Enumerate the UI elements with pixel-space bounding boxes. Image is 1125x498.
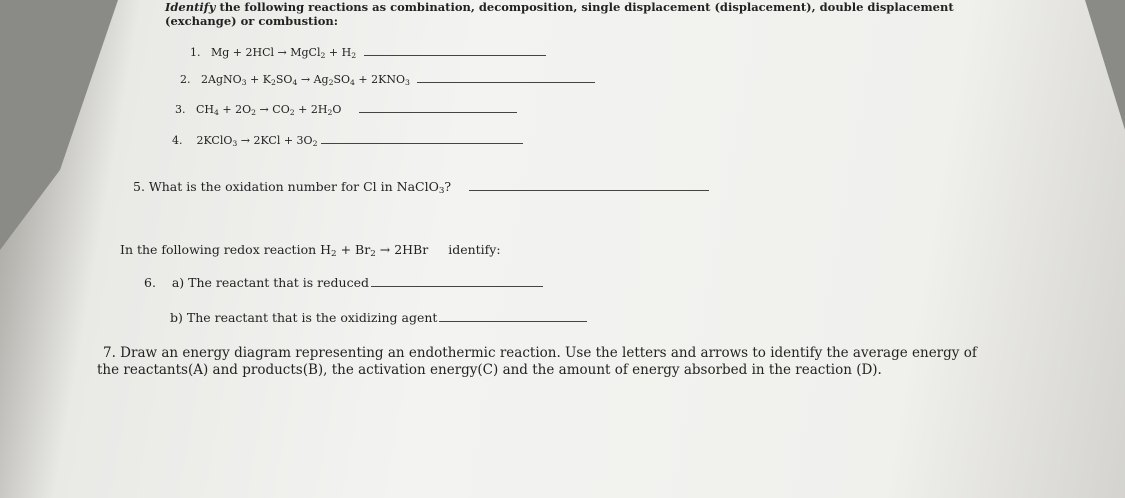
answer-blank-3[interactable]	[359, 111, 517, 113]
eq-sub: 2	[312, 138, 318, 148]
eq-text: 2AgNO	[201, 73, 242, 86]
eq-sub: 3	[405, 77, 410, 87]
eq-text: O	[332, 103, 342, 116]
answer-blank-1[interactable]	[364, 54, 546, 56]
reaction-3	[175, 103, 517, 116]
eq-sub: 2	[328, 77, 334, 87]
eq-text: → CO	[256, 103, 290, 116]
eq-sub: 2	[351, 50, 357, 60]
eq-text: + H	[325, 46, 352, 59]
question-6b	[170, 310, 587, 325]
reaction-number: 2.	[180, 73, 191, 86]
question-6a	[144, 275, 543, 290]
eq-text: SO	[333, 73, 351, 86]
reaction-number: 4.	[172, 134, 183, 147]
eq-sub: 2	[320, 50, 326, 60]
redox-prompt	[120, 242, 501, 260]
eq-sub: 2	[270, 77, 276, 87]
eq-text: 2KClO	[196, 134, 233, 147]
eq-text: → Ag	[297, 73, 329, 86]
redox-text: → 2HBr	[375, 242, 429, 257]
q5-sub: 3	[438, 186, 445, 197]
answer-blank-5[interactable]	[469, 189, 709, 191]
question-5	[133, 179, 709, 197]
eq-text: CH	[196, 103, 215, 116]
redox-sub: 2	[370, 249, 376, 260]
answer-blank-6a[interactable]	[371, 285, 543, 287]
instructions-text: the following reactions as combination, decomposition, single displacement (displacement), double displacement	[219, 0, 954, 14]
redox-identify: identify:	[448, 242, 501, 257]
instructions-line-1	[165, 0, 954, 14]
eq-text: → 2KCl + 3O	[237, 134, 313, 147]
q5-text: 5. What is the oxidation number for Cl in NaClO	[133, 179, 439, 194]
q6a-text: a) The reactant that is reduced	[171, 275, 369, 290]
question-7-line-2: the reactants(A) and products(B), the activation energy(C) and the amount of energy absorbed in the reaction (D).	[97, 362, 882, 378]
redox-text: + Br	[336, 242, 371, 257]
eq-sub: 2	[251, 107, 257, 117]
reaction-4	[172, 134, 523, 147]
eq-text: SO	[275, 73, 293, 86]
q5-text: ?	[444, 179, 452, 194]
reaction-number: 3.	[175, 103, 186, 116]
reaction-2	[180, 73, 595, 86]
eq-sub: 2	[289, 107, 295, 117]
q6b-text: b) The reactant that is the oxidizing agent	[170, 310, 438, 325]
q6-number: 6.	[144, 275, 156, 290]
eq-text: + 2O	[218, 103, 252, 116]
eq-text: + 2KNO	[354, 73, 406, 86]
redox-sub: 2	[331, 249, 337, 260]
reaction-number: 1.	[190, 46, 201, 59]
answer-blank-6b[interactable]	[439, 320, 587, 322]
eq-sub: 3	[241, 77, 247, 87]
question-7-line-1: 7. Draw an energy diagram representing an endothermic reaction. Use the letters and arrows to identify the average energy of	[103, 345, 977, 361]
eq-text: Mg + 2HCl → MgCl	[211, 46, 321, 59]
redox-text: In the following redox reaction H	[120, 242, 332, 257]
instructions-lead-word: Identify	[165, 0, 216, 14]
instructions-line-2: (exchange) or combustion:	[165, 14, 338, 28]
eq-sub: 4	[350, 77, 355, 87]
eq-text: + K	[246, 73, 271, 86]
eq-sub: 4	[214, 107, 219, 117]
eq-sub: 2	[327, 107, 333, 117]
answer-blank-2[interactable]	[417, 81, 595, 83]
reaction-1	[190, 46, 546, 59]
eq-sub: 3	[232, 138, 238, 148]
eq-text: + 2H	[294, 103, 328, 116]
answer-blank-4[interactable]	[321, 142, 523, 144]
eq-sub: 4	[292, 77, 298, 87]
